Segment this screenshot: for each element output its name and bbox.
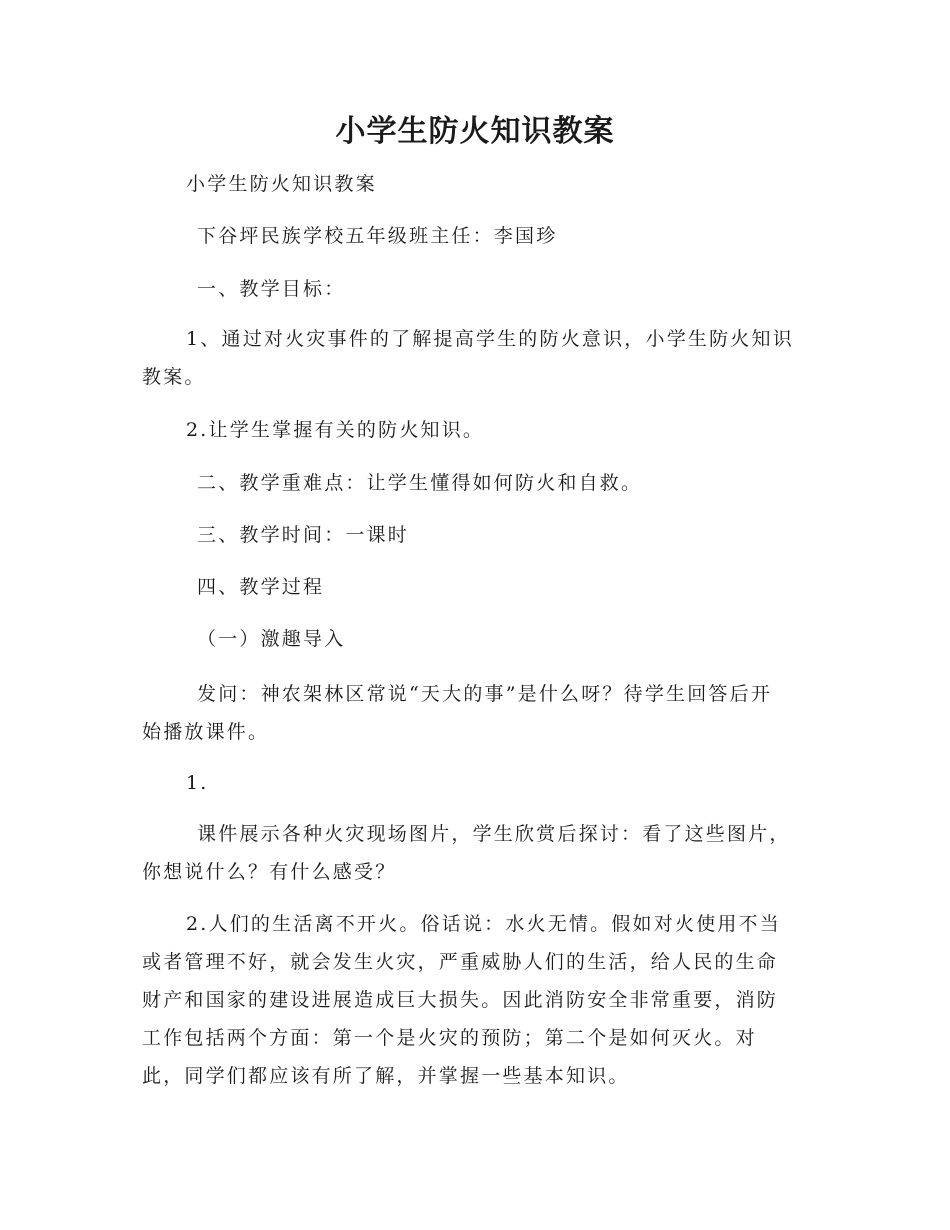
section-time: 三、教学时间：一课时 — [197, 524, 410, 546]
goal-1-line-2: 教案。 — [142, 366, 206, 388]
item-2-line-4: 工作包括两个方面：第一个是火灾的预防；第二个是如何灭火。对 — [142, 1027, 757, 1049]
section-process: 四、教学过程 — [197, 576, 325, 598]
document-subtitle: 小学生防火知识教案 — [186, 173, 377, 195]
author-line: 下谷坪民族学校五年级班主任：李国珍 — [197, 225, 558, 247]
subsection-intro: （一）激趣导入 — [197, 628, 346, 650]
section-heading-objectives: 一、教学目标： — [197, 278, 346, 300]
question-line-2: 始播放课件。 — [142, 721, 270, 743]
item-1-paragraph — [142, 815, 791, 891]
item-2-paragraph — [142, 905, 781, 1095]
question-line-1: 发问：神农架林区常说“天大的事”是什么呀？待学生回答后开 — [197, 683, 773, 705]
item-1-line-1: 课件展示各种火灾现场图片，学生欣赏后探讨：看了这些图片， — [197, 823, 791, 845]
goal-1-paragraph — [142, 320, 794, 396]
section-key-points: 二、教学重难点：让学生懂得如何防火和自救。 — [197, 472, 643, 494]
item-1-line-2: 你想说什么？有什么感受？ — [142, 861, 397, 883]
item-2-line-2: 或者管理不好，就会发生火灾，严重威胁人们的生活，给人民的生命 — [142, 951, 779, 973]
item-2-line-3: 财产和国家的建设进展造成巨大损失。因此消防安全非常重要，消防 — [142, 989, 779, 1011]
item-2-line-5: 此，同学们都应该有所了解，并掌握一些基本知识。 — [142, 1065, 630, 1087]
item-1-number: 1. — [186, 772, 209, 794]
document-title: 小学生防火知识教案 — [335, 114, 615, 149]
item-2-line-1: 2.人们的生活离不开火。俗话说：水火无情。假如对火使用不当 — [186, 913, 781, 935]
goal-2-paragraph: 2.让学生掌握有关的防火知识。 — [186, 419, 485, 441]
question-paragraph — [142, 675, 772, 751]
goal-1-line-1: 1、通过对火灾事件的了解提高学生的防火意识，小学生防火知识 — [186, 328, 794, 350]
